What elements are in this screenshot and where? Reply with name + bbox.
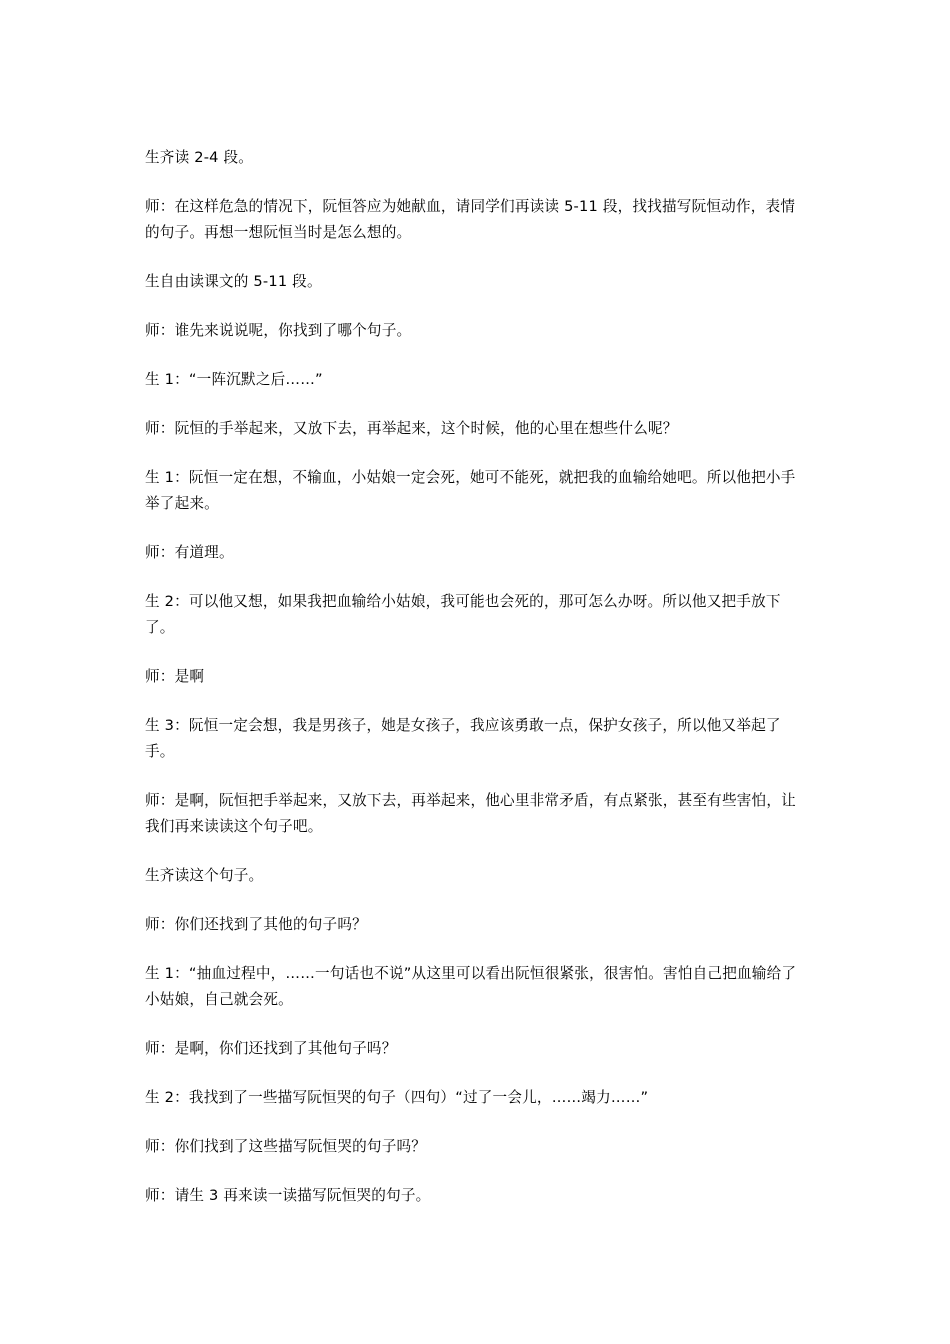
paragraph-12: 师：是啊，阮恒把手举起来，又放下去，再举起来，他心里非常矛盾，有点紧张，甚至有些害怕，让我们再来读读这个句子吧。 [145,792,796,835]
paragraph-15: 生 1：“抽血过程中，……一句话也不说”从这里可以看出阮恒很紧张，很害怕。害怕自己把血输给了小姑娘，自己就会死。 [145,965,797,1008]
paragraph-14: 师：你们还找到了其他的句子吗？ [145,916,367,933]
paragraph-11: 生 3：阮恒一定会想，我是男孩子，她是女孩子，我应该勇敢一点，保护女孩子，所以他又举起了手。 [145,717,781,760]
paragraph-13: 生齐读这个句子。 [145,867,264,884]
paragraph-5: 生 1：“一阵沉默之后……” [145,371,323,388]
paragraph-8: 师：有道理。 [145,544,234,561]
paragraph-2: 师：在这样危急的情况下，阮恒答应为她献血，请同学们再读读 5-11 段，找找描写阮恒动作，表情的句子。再想一想阮恒当时是怎么想的。 [145,198,796,241]
paragraph-7: 生 1：阮恒一定在想，不输血，小姑娘一定会死，她可不能死，就把我的血输给她吧。所以他把小手举了起来。 [145,469,796,512]
document-body [145,145,807,1232]
paragraph-1: 生齐读 2-4 段。 [145,149,254,166]
paragraph-4: 师：谁先来说说呢，你找到了哪个句子。 [145,322,412,339]
paragraph-16: 师：是啊，你们还找到了其他句子吗？ [145,1040,397,1057]
paragraph-18: 师：你们找到了这些描写阮恒哭的句子吗？ [145,1138,427,1155]
paragraph-9: 生 2：可以他又想，如果我把血输给小姑娘，我可能也会死的，那可怎么办呀。所以他又把手放下了。 [145,593,781,636]
paragraph-19: 师：请生 3 再来读一读描写阮恒哭的句子。 [145,1187,431,1204]
paragraph-17: 生 2：我找到了一些描写阮恒哭的句子（四句）“过了一会儿，……竭力……” [145,1089,649,1106]
paragraph-6: 师：阮恒的手举起来，又放下去，再举起来，这个时候，他的心里在想些什么呢？ [145,420,678,437]
paragraph-3: 生自由读课文的 5-11 段。 [145,273,322,290]
paragraph-10: 师：是啊 [145,668,205,685]
